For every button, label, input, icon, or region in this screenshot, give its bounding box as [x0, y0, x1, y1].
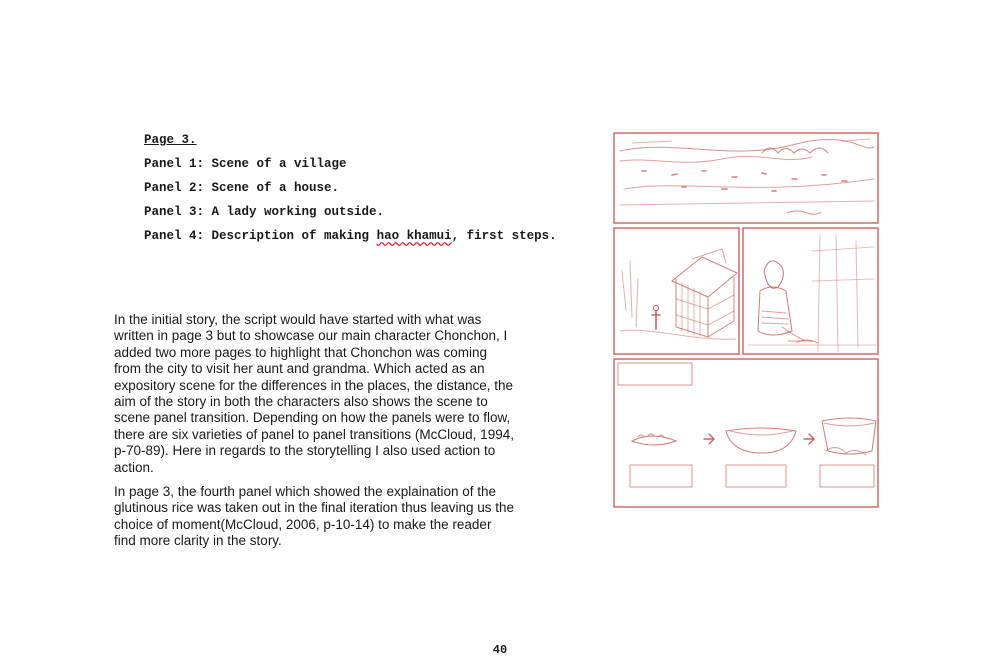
panel-description: Description of making — [211, 229, 370, 243]
script-panel-4 — [144, 227, 584, 251]
panel-description: Scene of a village — [211, 157, 347, 171]
page-number: 40 — [492, 643, 508, 657]
panel-1-village-sketch — [614, 133, 878, 223]
script-page-heading: Page 3. — [144, 133, 197, 147]
panel-label: Panel 3: — [144, 205, 205, 219]
panel-label: Panel 4: — [144, 229, 205, 243]
script-panel-2 — [144, 179, 584, 203]
script-panel-3 — [144, 203, 584, 227]
storyboard-sketch — [612, 131, 882, 511]
panel-4-steps-sketch — [614, 359, 878, 507]
panel-2-house-sketch — [614, 228, 739, 354]
body-paragraph-1: In the initial story, the script would have started with what was written in page 3 but to showcase our main character Chonchon, I added two more pages to highlight that Chonchon was coming from the city to visit her aunt and grandma. Which acted as an expository scene for the differences in the places, the distance, the aim of the story in both the characters also shows the scene to scene panel transition. Depending on how the panels were to flow, there are six varieties of panel to panel transitions (McCloud, 1994, p-70-89). Here in regards to the storytelling I also used action to action. — [114, 312, 514, 475]
panel-description: Scene of a house. — [211, 181, 340, 195]
panel-label: Panel 1: — [144, 157, 205, 171]
panel-label: Panel 2: — [144, 181, 205, 195]
panel-description: A lady working outside. — [211, 205, 385, 219]
panel-description-tail: , first steps. — [451, 229, 557, 243]
body-paragraph-2: In page 3, the fourth panel which showed the explaination of the glutinous rice was taken out in the final iteration thus leaving us the choice of moment(McCloud, 2006, p-10-14) to make the reader find more clarity in the story. — [114, 484, 514, 549]
body-text — [114, 312, 514, 558]
script-panel-1 — [144, 155, 584, 179]
script-notes — [144, 131, 584, 251]
spellcheck-term: hao khamui — [376, 229, 452, 243]
panel-3-lady-sketch — [743, 228, 878, 354]
